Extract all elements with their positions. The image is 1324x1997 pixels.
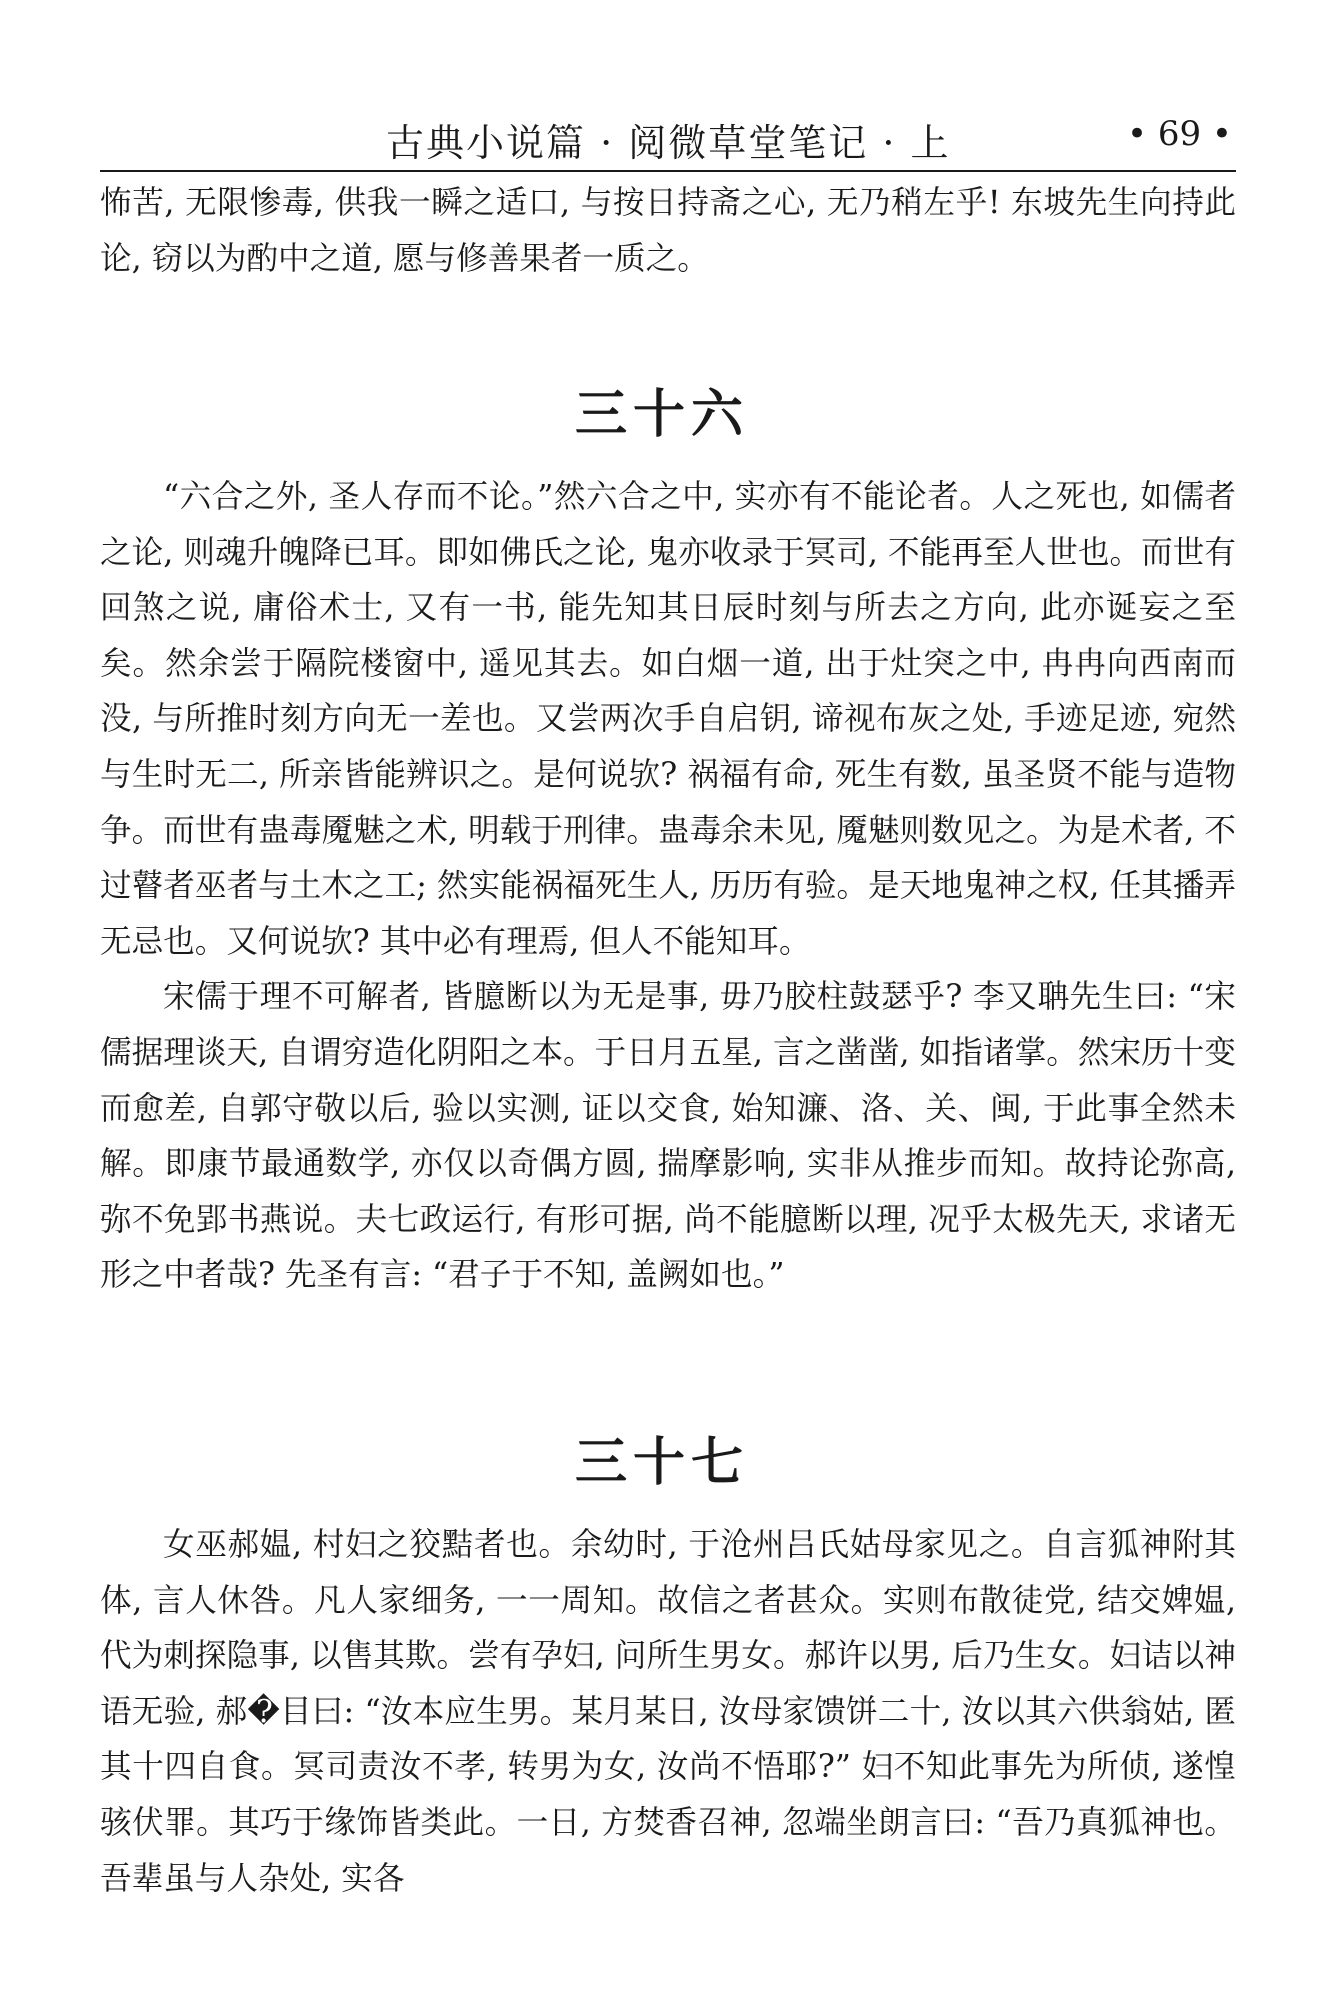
continued-text [100, 176, 1236, 287]
section-37-body [100, 1518, 1236, 1907]
running-header [100, 108, 1232, 164]
page-number: • 69 • [1127, 114, 1232, 154]
paragraph: 女巫郝媪, 村妇之狡黠者也。余幼时, 于沧州吕氏姑母家见之。自言狐神附其体, 言人休咎。凡人家细务, 一一周知。故信之者甚众。实则布散徒党, 结交婢媪, 代为刺探隐事, 以售其欺。尝有孕妇, 问所生男女。郝许以男, 后乃生女。妇诘以神语无验, 郝�目曰: “汝本应生男。某月某日, 汝母家馈饼二十, 汝以其六供翁姑, 匿其十四自食。冥司责汝不孝, 转男为女, 汝尚不悟耶?” 妇不知此事先为所侦, 遂惶骇伏罪。其巧于缘饰皆类此。一日, 方焚香召神, 忽端坐朗言曰: “吾乃真狐神也。吾辈虽与人杂处, 实各 [100, 1527, 1236, 1897]
running-header-title: 古典小说篇 · 阅微草堂笔记 · 上 [386, 121, 951, 165]
section-heading: 三十六 [574, 384, 749, 445]
section-heading: 三十七 [574, 1432, 749, 1493]
paragraph: 怖苦, 无限惨毒, 供我一瞬之适口, 与按日持斋之心, 无乃稍左乎! 东坡先生向持此论, 窃以为酌中之道, 愿与修善果者一质之。 [100, 185, 1236, 277]
header-rule [100, 170, 1236, 172]
paragraph: “六合之外, 圣人存而不论。”然六合之中, 实亦有不能论者。人之死也, 如儒者之论, 则魂升魄降已耳。即如佛氏之论, 鬼亦收录于冥司, 不能再至人世也。而世有回煞之说, 庸俗术士, 又有一书, 能先知其日辰时刻与所去之方向, 此亦诞妄之至矣。然余尝于隔院楼窗中, 遥见其去。如白烟一道, 出于灶突之中, 冉冉向西南而没, 与所推时刻方向无一差也。又尝两次手自启钥, 谛视布灰之处, 手迹足迹, 宛然与生时无二, 所亲皆能辨识之。是何说欤? 祸福有命, 死生有数, 虽圣贤不能与造物争。而世有蛊毒魇魅之术, 明载于刑律。蛊毒余未见, 魇魅则数见之。为是术者, 不过瞽者巫者与土木之工; 然实能祸福死生人, 历历有验。是天地鬼神之权, 任其播弄无忌也。又何说欤? 其中必有理焉, 但人不能知耳。 [100, 479, 1236, 960]
section-36-body [100, 470, 1236, 1304]
paragraph: 宋儒于理不可解者, 皆臆断以为无是事, 毋乃胶柱鼓瑟乎? 李又聃先生曰: “宋儒据理谈天, 自谓穷造化阴阳之本。于日月五星, 言之凿凿, 如指诸掌。然宋历十变而愈差, 自郭守敬以后, 验以实测, 证以交食, 始知濂、洛、关、闽, 于此事全然未解。即康节最通数学, 亦仅以奇偶方圆, 揣摩影响, 实非从推步而知。故持论弥高, 弥不免郢书燕说。夫七政运行, 有形可据, 尚不能臆断以理, 况乎太极先天, 求诸无形之中者哉? 先圣有言: “君子于不知, 盖阙如也。” [100, 979, 1236, 1294]
